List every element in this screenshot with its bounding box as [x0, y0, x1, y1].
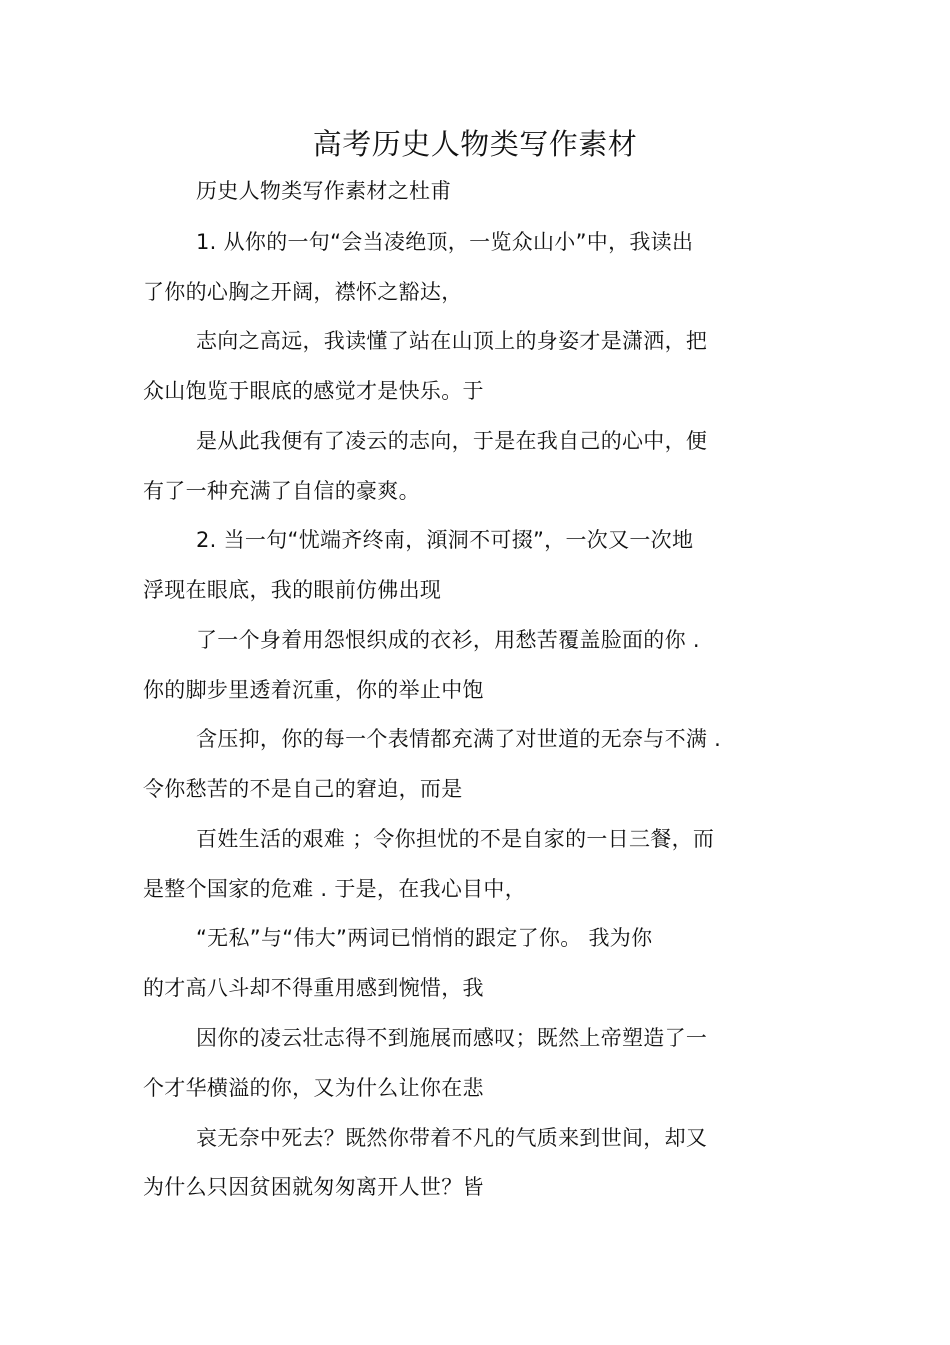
- text-line: 含压抑，你的每一个表情都充满了对世道的无奈与不满 .: [196, 727, 722, 751]
- text-line: 有了一种充满了自信的豪爽。: [143, 479, 420, 503]
- text-line: 众山饱览于眼底的感觉才是快乐。于: [143, 379, 484, 403]
- text-line: 了你的心胸之开阔，襟怀之豁达，: [143, 280, 463, 304]
- text-line: 因你的凌云壮志得不到施展而感叹；既然上帝塑造了一: [196, 1026, 708, 1050]
- text-line: 百姓生活的艰难 ；令你担忧的不是自家的一日三餐，而: [196, 827, 715, 851]
- text-line: 是整个国家的危难 . 于是，在我心目中，: [143, 877, 527, 901]
- text-line: 个才华横溢的你，又为什么让你在悲: [143, 1076, 484, 1100]
- text-line: 为什么只因贫困就匆匆离开人世？皆: [143, 1175, 484, 1199]
- text-line: 1. 从你的一句“会当凌绝顶，一览众山小”中，我读出: [196, 230, 694, 254]
- text-line: 志向之高远，我读懂了站在山顶上的身姿才是潇洒，把: [196, 329, 708, 353]
- document-title: 高考历史人物类写作素材: [312, 127, 638, 161]
- text-line: “无私”与“伟大”两词已悄悄的跟定了你。 我为你: [196, 926, 653, 950]
- text-line: 的才高八斗却不得重用感到惋惜，我: [143, 976, 484, 1000]
- text-line: 了一个身着用怨恨织成的衣衫，用愁苦覆盖脸面的你 .: [196, 628, 700, 652]
- text-line: 你的脚步里透着沉重，你的举止中饱: [143, 678, 484, 702]
- text-line: 令你愁苦的不是自己的窘迫，而是: [143, 777, 463, 801]
- text-line: 是从此我便有了凌云的志向，于是在我自己的心中，便: [196, 429, 708, 453]
- text-line: 2. 当一句“忧端齐终南，澒洞不可掇”，一次又一次地: [196, 528, 694, 552]
- text-line: 浮现在眼底，我的眼前仿佛出现: [143, 578, 442, 602]
- text-line: 哀无奈中死去？既然你带着不凡的气质来到世间，却又: [196, 1126, 708, 1150]
- document-subtitle: 历史人物类写作素材之杜甫: [196, 179, 452, 203]
